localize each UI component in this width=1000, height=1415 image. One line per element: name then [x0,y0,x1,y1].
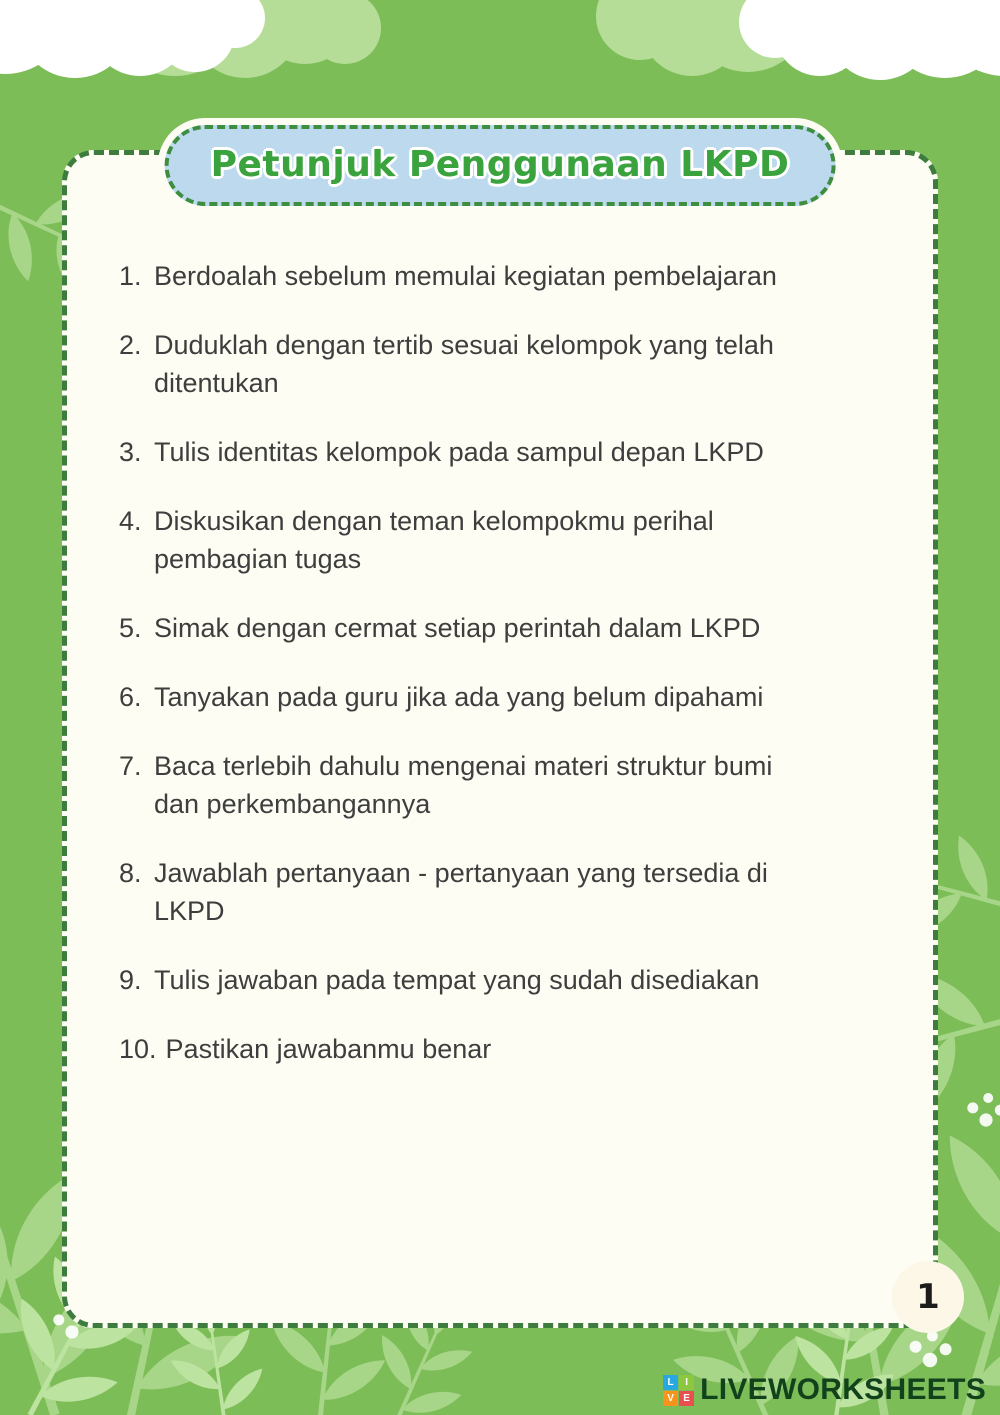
instruction-item [119,1030,824,1068]
instruction-text: Jawablah pertanyaan - pertanyaan yang tersedia di LKPD [154,858,768,926]
content-card [62,150,938,1328]
instruction-item [119,609,824,647]
logo-letter-i: I [679,1375,694,1390]
instruction-text: Diskusikan dengan teman kelompokmu perihal pembagian tugas [154,506,714,574]
instruction-item [119,747,824,823]
instruction-text: Berdoalah sebelum memulai kegiatan pembelajaran [154,261,777,291]
instructions-list [67,155,933,1068]
instruction-number: 7. [119,751,142,781]
instruction-number: 3. [119,437,142,467]
brand-name: LIVEWORKSHEETS [700,1373,986,1406]
liveworksheets-logo-icon [663,1375,694,1406]
instruction-text: Duduklah dengan tertib sesuai kelompok yang telah ditentukan [154,330,774,398]
instruction-item [119,433,824,471]
instruction-item [119,326,824,402]
title-badge-inner [165,125,836,206]
footer-brand-link[interactable] [663,1373,986,1407]
instruction-text: Tulis identitas kelompok pada sampul depan LKPD [154,437,764,467]
instruction-number: 4. [119,506,142,536]
instruction-number: 9. [119,965,142,995]
instruction-number: 2. [119,330,142,360]
logo-letter-l: L [663,1375,678,1390]
instruction-text: Simak dengan cermat setiap perintah dalam LKPD [154,613,761,643]
page-number-badge [892,1261,964,1333]
instruction-text: Tulis jawaban pada tempat yang sudah disediakan [154,965,760,995]
instruction-item [119,502,824,578]
page-title: Petunjuk Penggunaan LKPD [210,144,790,185]
title-badge [158,118,843,213]
instruction-item [119,854,824,930]
instruction-item [119,678,824,716]
page-number: 1 [916,1277,940,1317]
instruction-item [119,257,824,295]
instruction-number: 10. [119,1034,157,1064]
instruction-text: Pastikan jawabanmu benar [165,1034,492,1064]
instruction-number: 8. [119,858,142,888]
instruction-number: 1. [119,261,142,291]
instruction-number: 5. [119,613,142,643]
instruction-text: Baca terlebih dahulu mengenai materi struktur bumi dan perkembangannya [154,751,773,819]
logo-letter-v: V [663,1391,678,1406]
instruction-item [119,961,824,999]
instruction-text: Tanyakan pada guru jika ada yang belum dipahami [154,682,764,712]
instruction-number: 6. [119,682,142,712]
logo-letter-e: E [679,1391,694,1406]
cloud-white-top-right [739,0,1000,80]
